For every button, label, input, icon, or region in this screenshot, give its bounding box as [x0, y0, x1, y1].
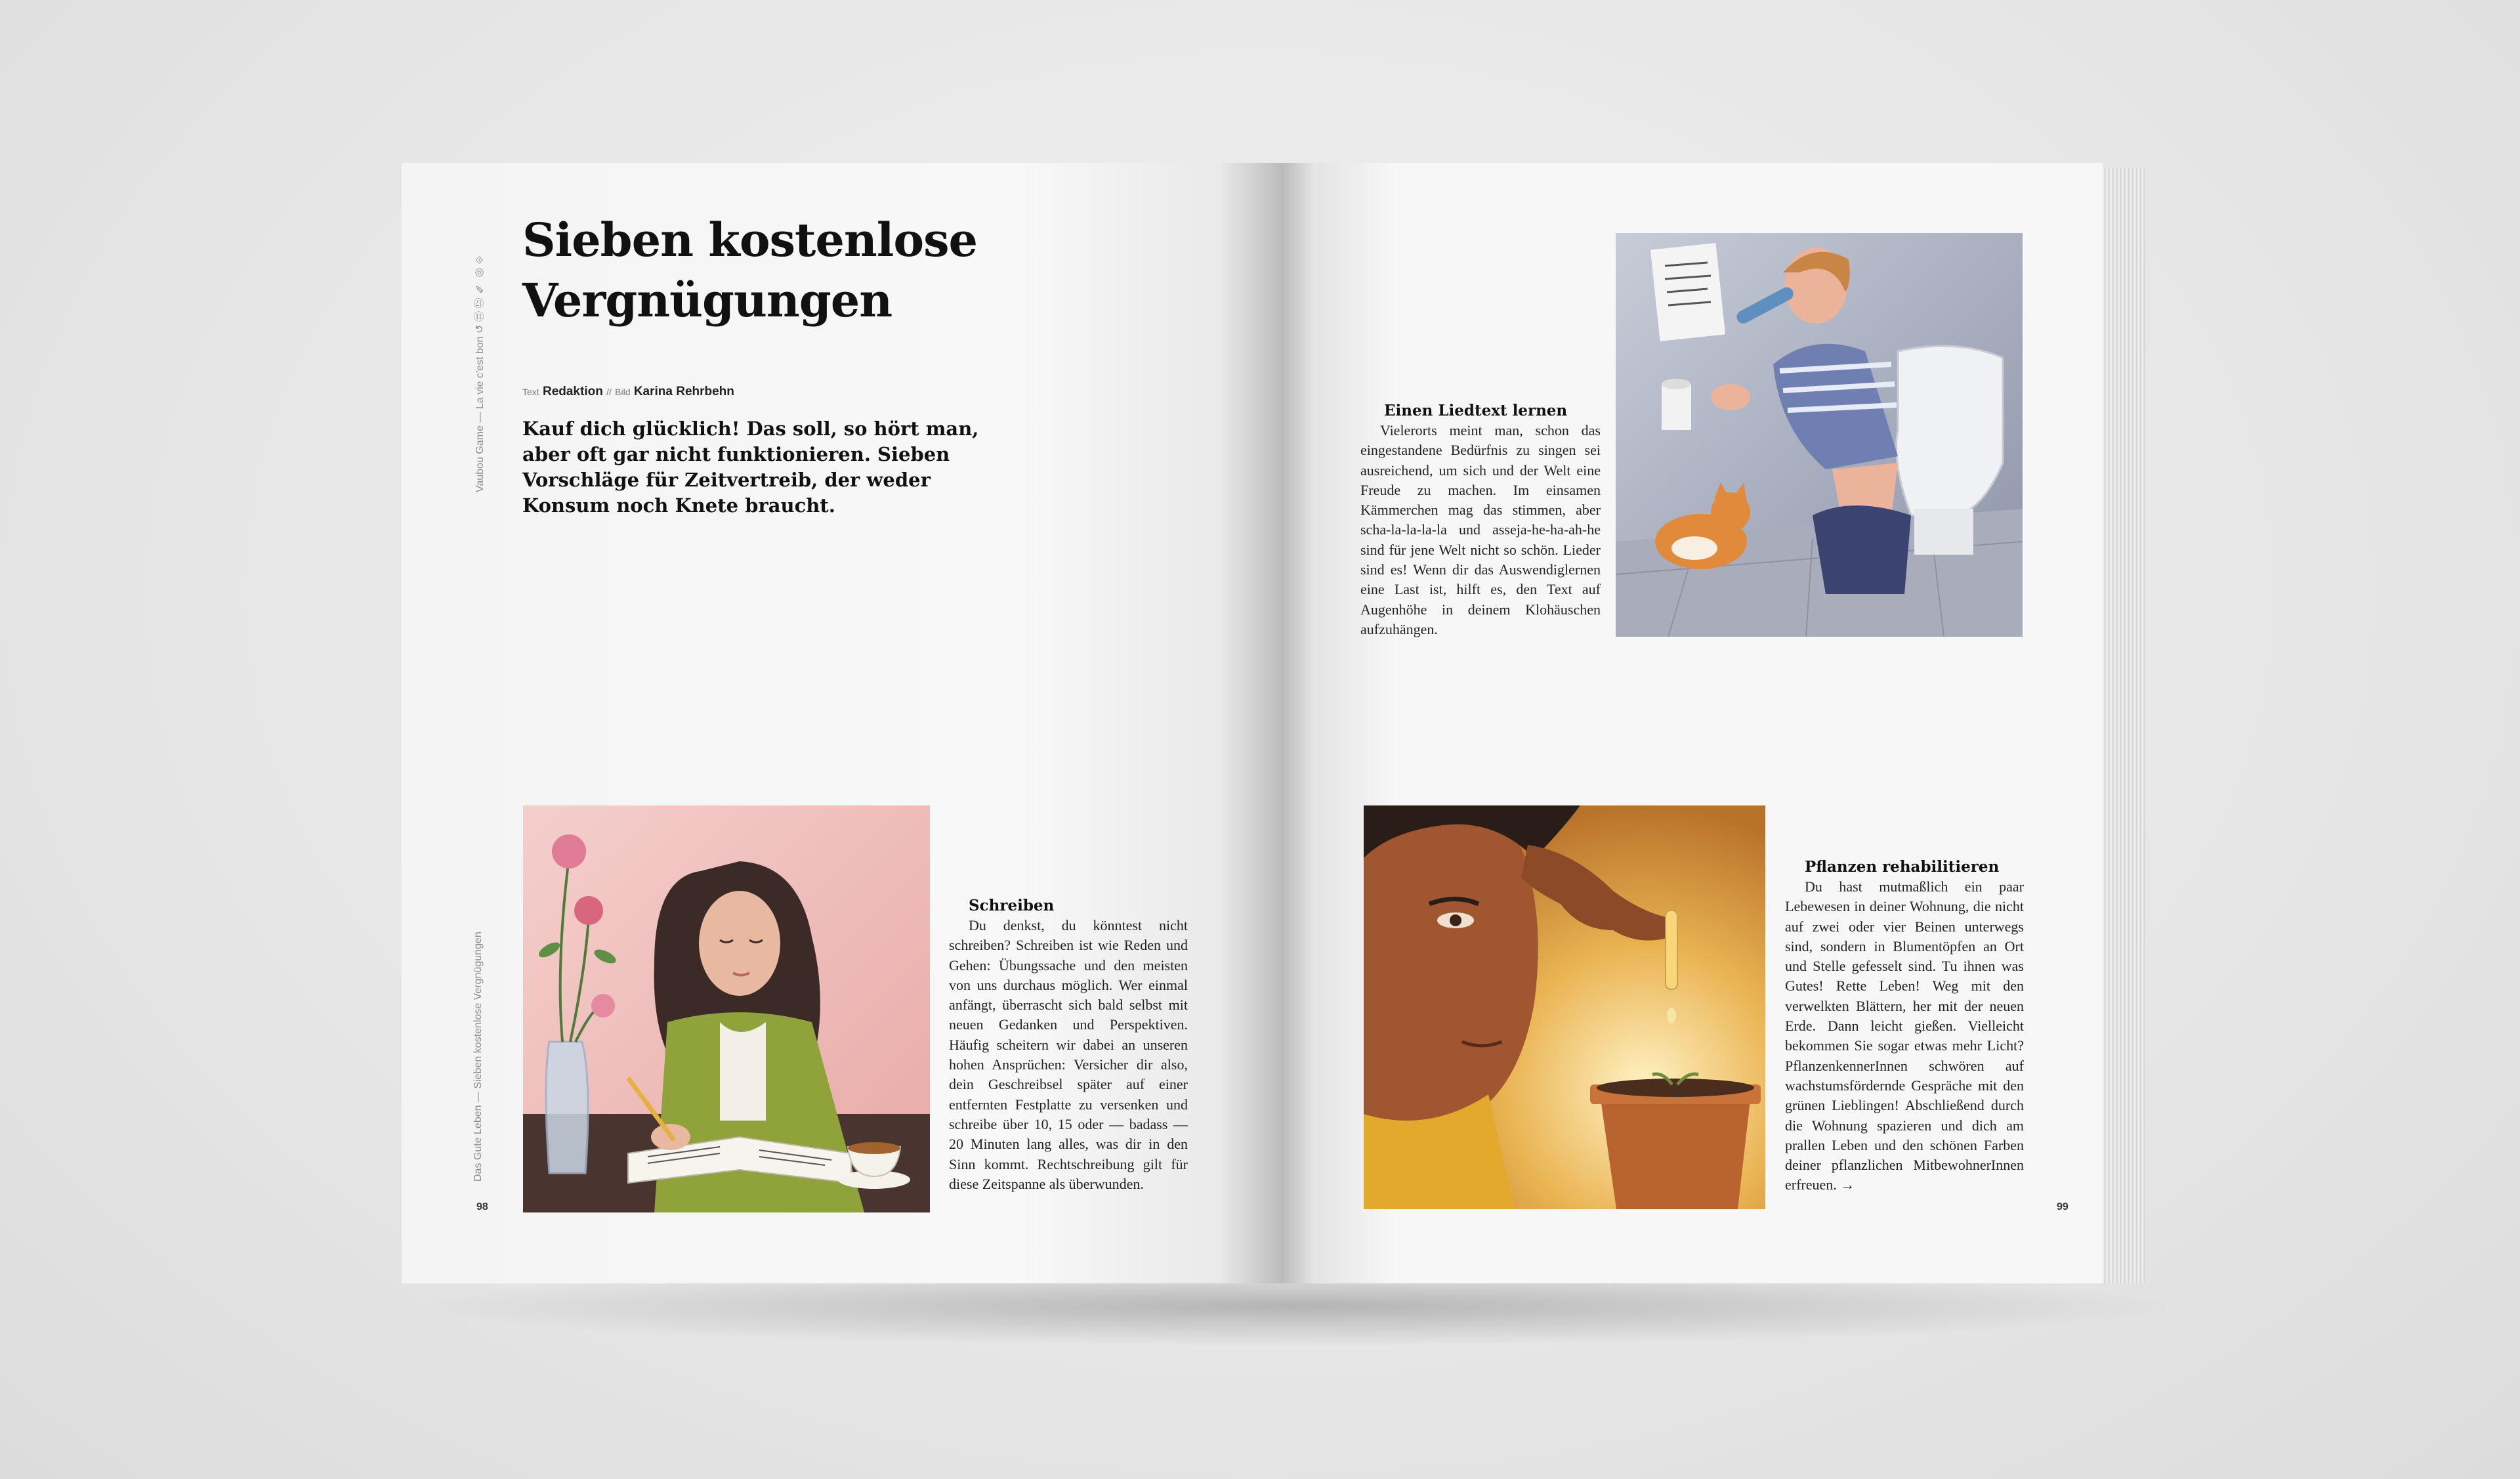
- section-body: Du denkst, du könntest nicht schreiben? Schreiben ist wie Reden und Gehen: Übungssache und den meisten von uns durchaus möglich. Wer einmal anfängt, überrascht sich bald selbst mit neuen Gedanken und Perspektiven. Häufig scheitern wir dabei an unseren hohen Ansprüchen: Versicher dir also, dein Geschreibsel später auf einer entfernten Festplatte zu versenken und schreibe über 10, 15 oder — badass — 20 Minuten lang alles, was dir in den Sinn kommt. Rechtschreibung gilt für diese Zeitspanne als überwunden.: [949, 917, 1188, 1192]
- illustration-plant: [1364, 805, 1765, 1209]
- credit-text-label: Text: [522, 387, 539, 397]
- section-schreiben: [949, 896, 1188, 1194]
- section-pflanzen: [1785, 857, 2024, 1195]
- title-line-1: Sieben kostenlose: [522, 213, 978, 267]
- illustration-writing: [523, 805, 930, 1212]
- credit-separator: //: [606, 387, 612, 397]
- illustration-singing: [1616, 233, 2023, 637]
- credit-text-name: Redaktion: [542, 385, 603, 398]
- lead-paragraph: Kauf dich glücklich! Das soll, so hört man, aber oft gar nicht funktionieren. Sieben Vorschläge für Zeitvertreib, der weder Konsum noch Knete braucht.: [522, 418, 979, 517]
- title-line-2: Vergnügungen: [522, 273, 892, 328]
- credits: [522, 385, 734, 399]
- page-number-left: 98: [476, 1201, 488, 1212]
- section-heading: Pflanzen rehabilitieren: [1805, 858, 2000, 876]
- section-liedtext: [1360, 401, 1601, 639]
- page-title: [522, 210, 1021, 331]
- credit-image-name: Karina Rehrbehn: [633, 385, 734, 398]
- section-heading: Einen Liedtext lernen: [1384, 402, 1568, 419]
- running-head-left: Das Gute Leben — Sieben kostenlose Vergnügungen: [472, 932, 484, 1182]
- section-heading: Schreiben: [969, 897, 1055, 914]
- side-meta: Vaubou Game — La vie c'est bon ↺ ⑪ ⑰ ✎ ◎ ⟐: [474, 255, 486, 492]
- section-body: Du hast mutmaßlich ein paar Lebewesen in deiner Wohnung, die nicht auf zwei oder vier Beinen unterwegs sind, sondern in Blumentöpfen an Ort und Stelle gefesselt sind. Tu ihnen was Gutes! Rette Leben! Weg mit den verwelkten Blättern, her mit der neuen Erde. Dann leicht gießen. Vielleicht bekommen Sie sogar etwas mehr Licht? PflanzenkennerInnen schwören auf wachstumsfördernde Gespräche mit den grünen Lieblingen! Abschließend durch die Wohnung spazieren und dich am prallen Leben und den schönen Farben deiner pflanzlichen MitbewohnerInnen erfreuen. →: [1785, 878, 2024, 1193]
- section-body: Vielerorts meint man, schon das eingestandene Bedürfnis zu singen sei ausreichend, um sich und der Welt eine Freude zu machen. Im einsamen Kämmerchen mag das stimmen, aber scha-la-la-la-la und asseja-he-ha-ah-he sind für jene Welt nicht so schön. Lieder sind es! Wenn dir das Auswendiglernen eine Last ist, hilft es, den Text auf Augenhöhe in deinem Klohäuschen aufzuhängen.: [1360, 422, 1601, 637]
- page-number-right: 99: [2057, 1201, 2068, 1212]
- credit-image-label: Bild: [615, 387, 631, 397]
